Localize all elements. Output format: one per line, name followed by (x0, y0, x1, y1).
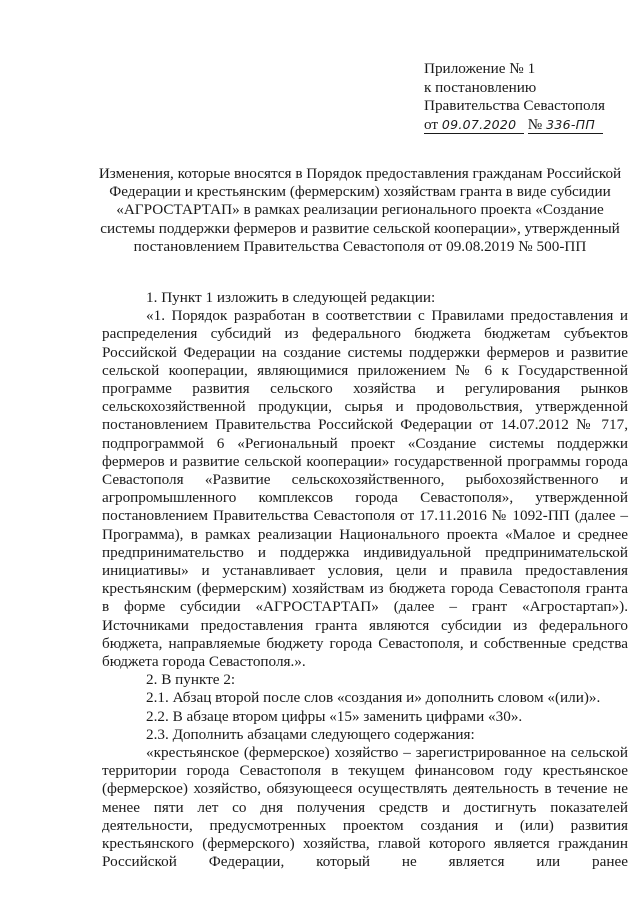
paragraph-6: 2.3. Дополнить абзацами следующего содержания: (146, 725, 475, 743)
paragraph-5: 2.2. В абзаце втором цифры «15» заменить цифрами «30». (146, 707, 523, 725)
document-body (102, 289, 628, 872)
paragraph-2: «1. Порядок разработан в соответствии с Правилами предоставления и распределения субсидий из федерального бюджета бюджетам субъектов Российской Федерации на создание системы поддержки фермеров и развитие сельской кооперации, являющимися приложением № 6 к Государственной программе развития сельского хозяйства и регулирования рынков сельскохозяйственной продукции, сырья и продовольствия, утвержденной постановлением Правительства Российской Федерации от 14.07.2012 № 717, подпрограммой 6 «Региональный проект «Создание системы поддержки фермеров и развитие сельской кооперации» государственной программы города Севастополя «Развитие сельскохозяйственного, рыбохозяйственного и агропромышленного комплексов города Севастополя», утвержденной постановлением Правительства Севастополя от 17.11.2016 № 1092-ПП (далее – Программа), в рамках реализации Национального проекта «Малое и среднее предпринимательство и поддержка индивидуальной предпринимательской инициативы» и устанавливает условия, цели и правила предоставления крестьянским (фермерским) хозяйствам из бюджета города Севастополя гранта в форме субсидии «АГРОСТАРТАП» (далее – грант «Агростартап»). Источниками предоставления гранта являются субсидии из федерального бюджета, направляемые бюджету города Севастополя, и собственные средства бюджета города Севастополя.». (102, 307, 628, 671)
appendix-number: Приложение № 1 (424, 60, 536, 77)
appendix-header (424, 60, 634, 134)
paragraph-3: 2. В пункте 2: (146, 671, 236, 689)
number-line (528, 117, 603, 134)
date-line (424, 117, 524, 134)
handwritten-date: 09.07.2020 (441, 116, 517, 132)
appendix-resolution-label: к постановлению (424, 78, 537, 96)
appendix-date-number (424, 116, 634, 135)
date-prefix: от (424, 115, 439, 133)
number-prefix: № (527, 115, 543, 133)
appendix-government-label: Правительства Севастополя (424, 97, 605, 114)
paragraph-7: «крестьянское (фермерское) хозяйство – зарегистрированное на сельской территории города Севастополя в текущем финансовом году крестьянское (фермерское) хозяйство, обязующееся осуществлять деятельность в течение не менее пяти лет со дня получения средств и достигнуть показателей деятельности, предусмотренных проектом создания и (или) развития крестьянского (фермерского) хозяйства, главой которого является гражданин Российской Федерации, который не является или ранее (102, 744, 628, 871)
handwritten-number: 336-ПП (546, 116, 596, 132)
document-title: Изменения, которые вносятся в Порядок предоставления гражданам Российской Федерации и крестьянским (фермерским) хозяйствам гранта в виде субсидии «АГРОСТАРТАП» в рамках реализации регионального проекта «Создание системы поддержки фермеров и развитие сельской кооперации», утвержденный постановлением Правительства Севастополя от 09.08.2019 № 500-ПП (98, 165, 622, 255)
paragraph-4: 2.1. Абзац второй после слов «создания и» дополнить словом «(или)». (146, 689, 601, 707)
paragraph-1: 1. Пункт 1 изложить в следующей редакции: (146, 289, 436, 306)
